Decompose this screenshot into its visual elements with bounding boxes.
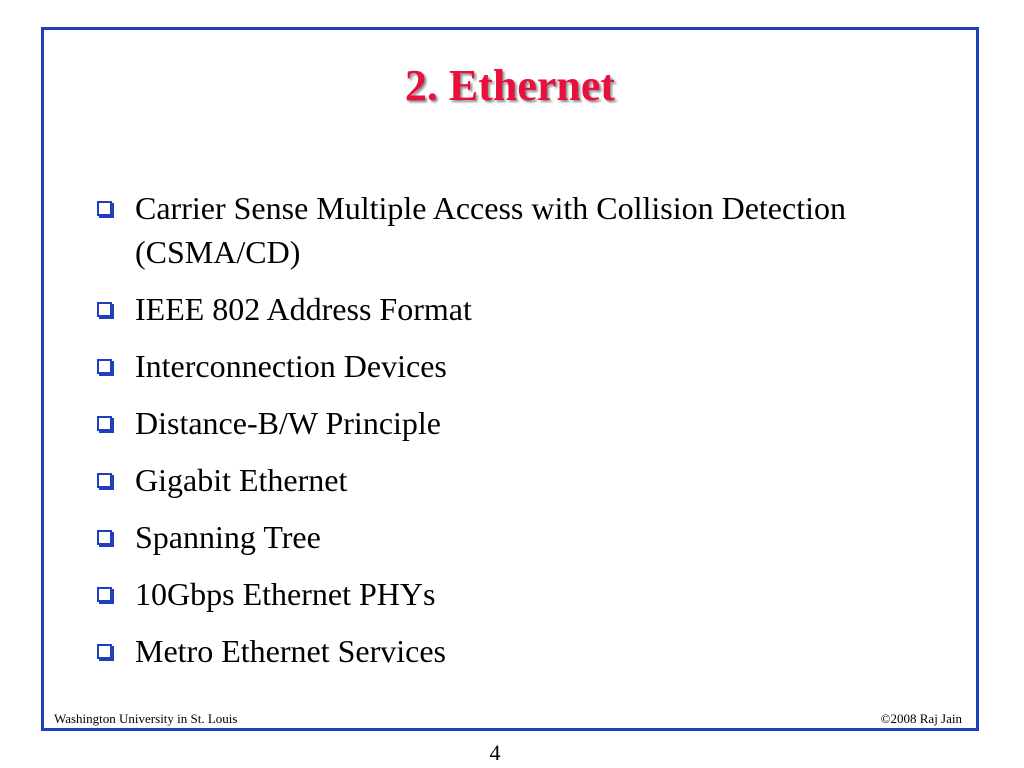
footer-copyright: ©2008 Raj Jain [880,711,962,726]
list-item [96,572,976,616]
page-number: 4 [489,740,501,765]
bullet-text: Carrier Sense Multiple Access with Collision Detection (CSMA/CD) [135,190,846,270]
square-bullet-icon [97,644,112,659]
list-item [96,458,976,502]
list-item [96,629,976,673]
square-bullet-icon [97,530,112,545]
slide-title: 2. Ethernet [404,61,616,110]
bullet-text: 10Gbps Ethernet PHYs [135,576,436,612]
footer-institution: Washington University in St. Louis [54,711,238,726]
list-item [96,401,976,445]
square-bullet-icon [97,359,112,374]
square-bullet-icon [97,473,112,488]
bullet-list [96,186,976,686]
list-item [96,515,976,559]
square-bullet-icon [97,416,112,431]
bullet-text: Metro Ethernet Services [135,633,446,669]
list-item [96,186,976,274]
bullet-text: Interconnection Devices [135,348,447,384]
list-item [96,344,976,388]
bullet-text: Distance-B/W Principle [135,405,441,441]
bullet-text: IEEE 802 Address Format [135,291,472,327]
list-item [96,287,976,331]
slide-frame [41,27,979,731]
bullet-text: Gigabit Ethernet [135,462,348,498]
square-bullet-icon [97,302,112,317]
bullet-text: Spanning Tree [135,519,321,555]
square-bullet-icon [97,201,112,216]
square-bullet-icon [97,587,112,602]
